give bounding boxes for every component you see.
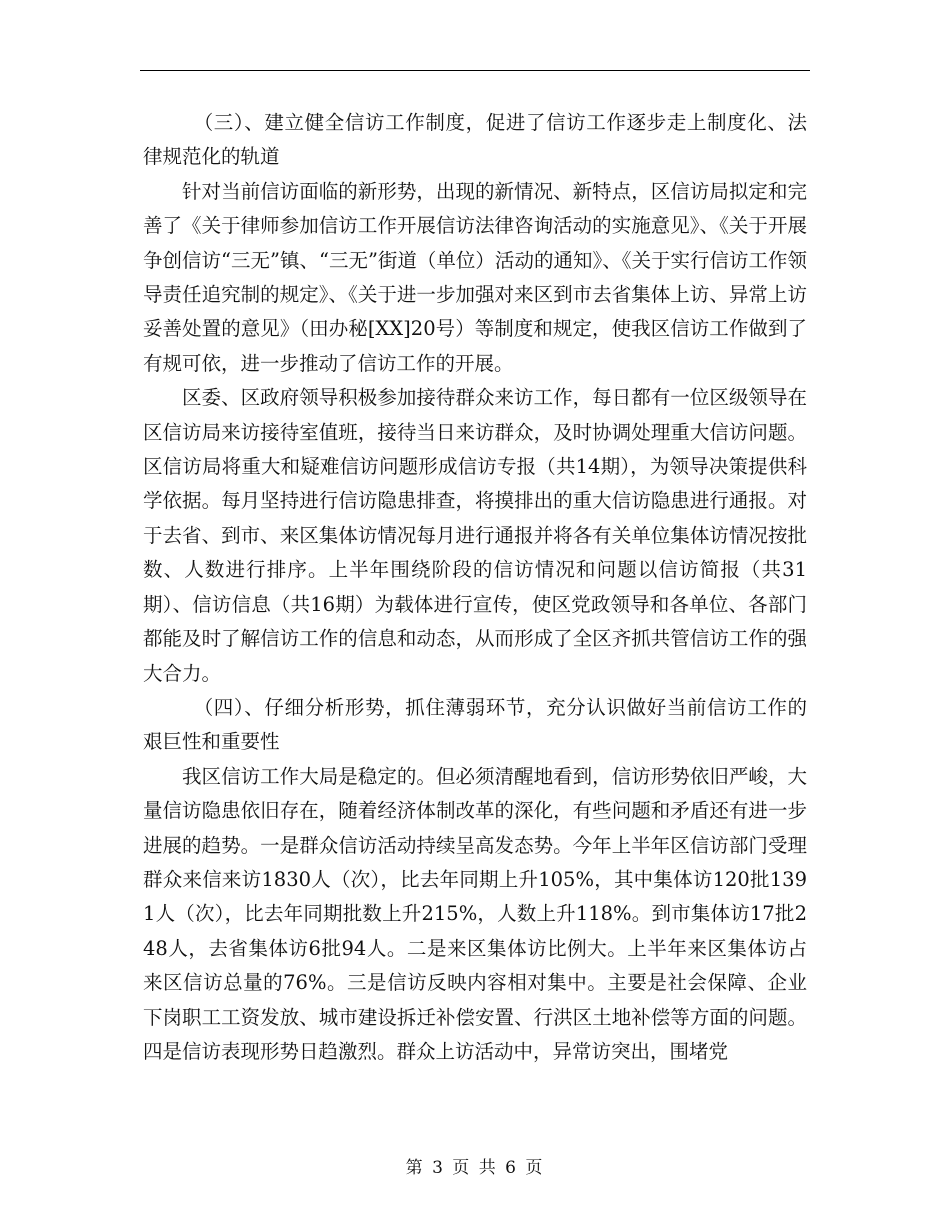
page-number-footer: 第 3 页 共 6 页 bbox=[405, 1158, 545, 1178]
section-heading-4: （四）、仔细分析形势，抓住薄弱环节，充分认识做好当前信访工作的艰巨性和重要性 bbox=[143, 695, 807, 754]
section-heading-3: （三）、建立健全信访工作制度，促进了信访工作逐步走上制度化、法律规范化的轨道 bbox=[143, 111, 807, 169]
body-paragraph: 区委、区政府领导积极参加接待群众来访工作，每日都有一位区级领导在区信访局来访接待室值班，接待当日来访群众，及时协调处理重大信访问题。区信访局将重大和疑难信访问题形成信访专报（共14期），为领导决策提供科学依据。每月坚持进行信访隐患排查，将摸排出的重大信访隐患进行通报。对于去省、到市、来区集体访情况每月进行通报并将各有关单位集体访情况按批数、人数进行排序。上半年围绕阶段的信访情况和问题以信访简报（共31期）、信访信息（共16期）为载体进行宣传，使区党政领导和各单位、各部门都能及时了解信访工作的信息和动态，从而形成了全区齐抓共管信访工作的强大合力。 bbox=[143, 386, 807, 685]
document-body bbox=[143, 106, 807, 1069]
body-paragraph: 我区信访工作大局是稳定的。但必须清醒地看到，信访形势依旧严峻，大量信访隐患依旧存在，随着经济体制改革的深化，有些问题和矛盾还有进一步进展的趋势。一是群众信访活动持续呈高发态势。今年上半年区信访部门受理群众来信来访1830人（次），比去年同期上升105%，其中集体访120批1391人（次），比去年同期批数上升215%，人数上升118%。到市集体访17批248人，去省集体访6批94人。二是来区集体访比例大。上半年来区集体访占来区信访总量的76%。三是信访反映内容相对集中。主要是社会保障、企业下岗职工工资发放、城市建设拆迁补偿安置、行洪区土地补偿等方面的问题。四是信访表现形势日趋激烈。群众上访活动中，异常访突出，围堵党 bbox=[143, 764, 807, 1063]
header-rule bbox=[140, 70, 810, 71]
body-paragraph: 针对当前信访面临的新形势，出现的新情况、新特点，区信访局拟定和完善了《关于律师参加信访工作开展信访法律咨询活动的实施意见》、《关于开展争创信访“三无”镇、“三无”街道（单位）活动的通知》、《关于实行信访工作领导责任追究制的规定》、《关于进一步加强对来区到市去省集体上访、异常上访妥善处置的意见》（田办秘[XX]20号）等制度和规定，使我区信访工作做到了有规可依，进一步推动了信访工作的开展。 bbox=[143, 179, 807, 375]
